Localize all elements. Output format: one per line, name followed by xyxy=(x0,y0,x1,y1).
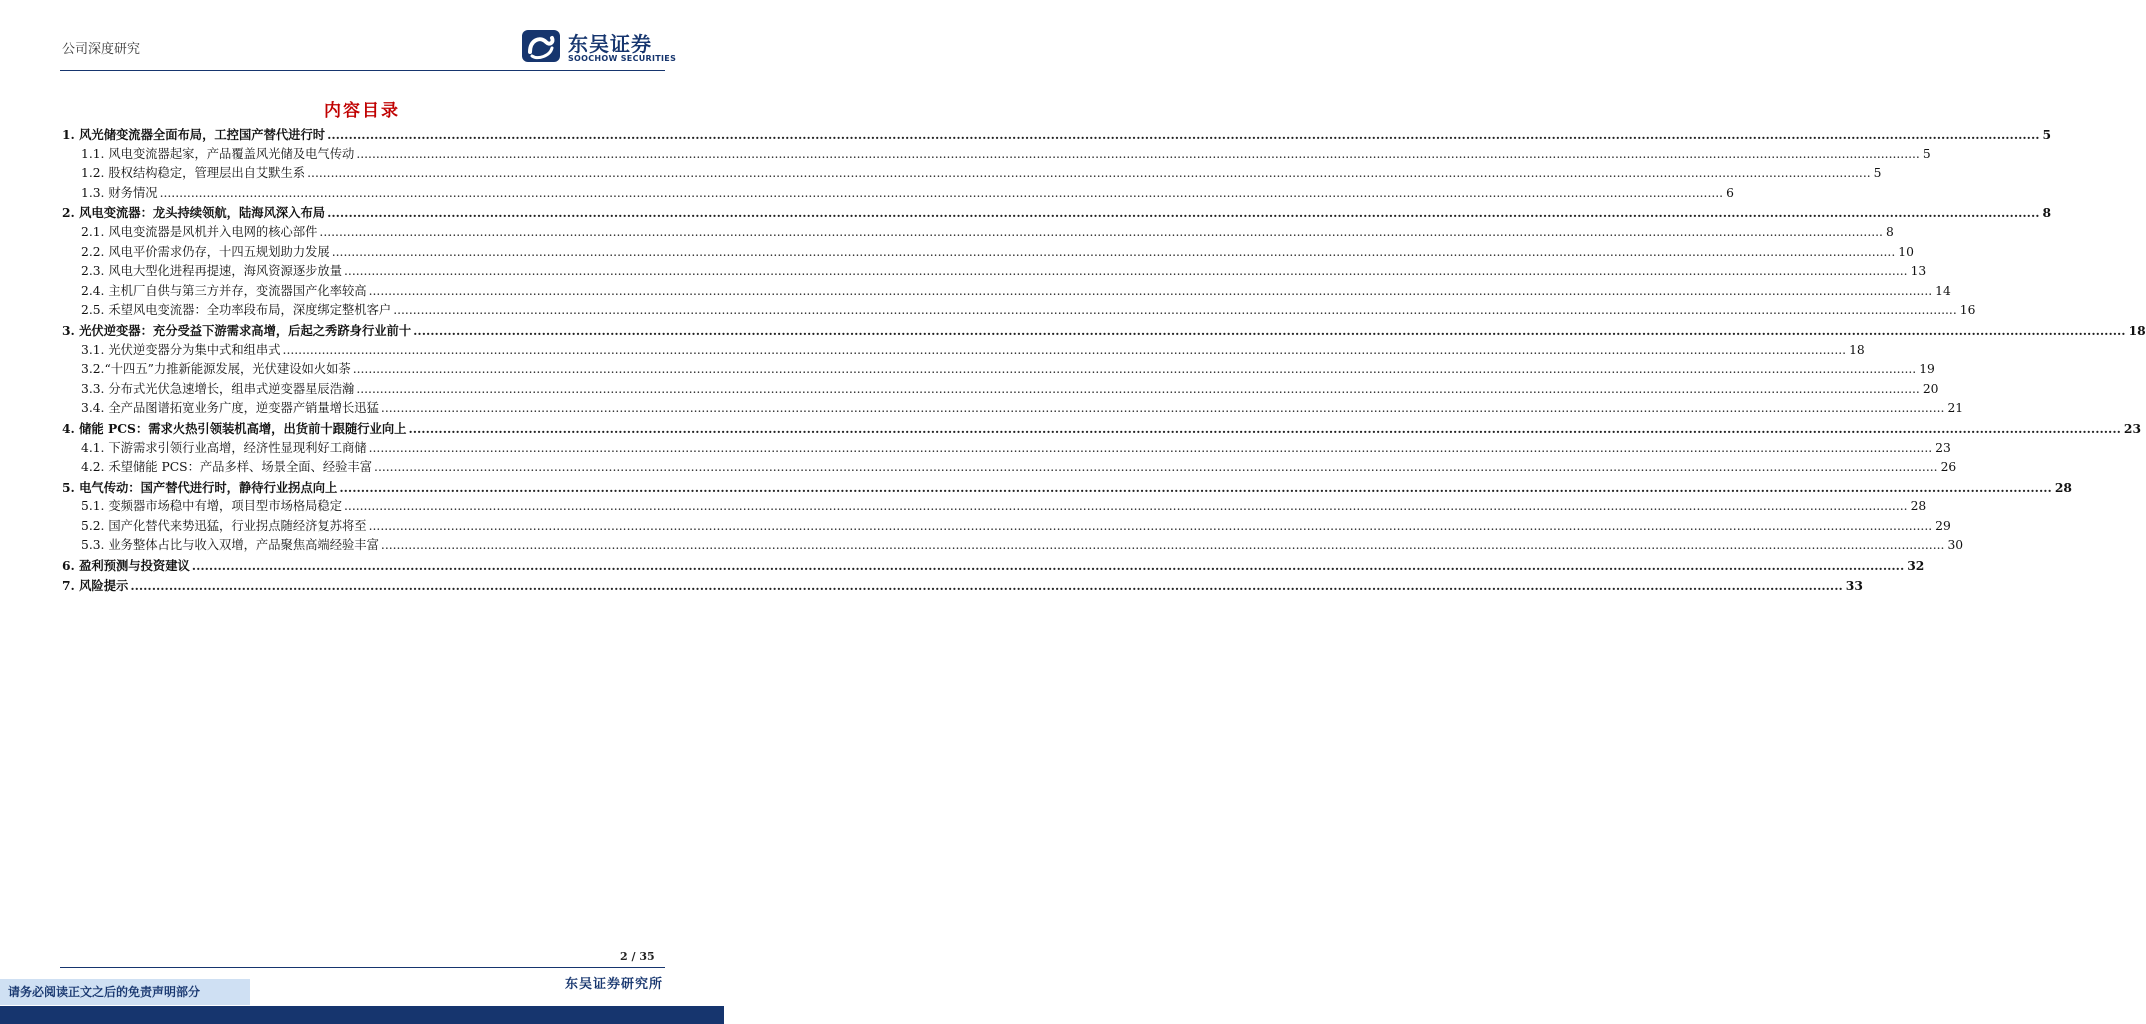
toc-entry[interactable] xyxy=(62,576,1863,596)
toc-entry-page: 5 xyxy=(1873,166,1882,181)
toc-entry-title: 3.4. 全产品图谱拓宽业务广度，逆变器产销量增长迅猛 xyxy=(81,401,379,416)
toc-entry-page: 8 xyxy=(2042,205,2052,221)
toc-entry-page: 10 xyxy=(1898,244,1914,259)
toc-entry-title: 3.3. 分布式光伏急速增长，组串式逆变器星辰浩瀚 xyxy=(81,381,355,396)
toc-entry-page: 14 xyxy=(1935,283,1951,298)
toc-entry-page: 33 xyxy=(1845,577,1863,593)
toc-leader-dots: ................................................................................................................................................................................................................................................................................................................................................................................................................ xyxy=(282,342,1847,357)
toc-entry-page: 5 xyxy=(2042,127,2052,142)
toc-entry-page: 20 xyxy=(1922,381,1939,396)
toc-leader-dots: ................................................................................................................................................................................................................................................................................................................................................................................................................ xyxy=(368,440,1933,455)
toc-entry-title: 3.2.“十四五”力推新能源发展，光伏建设如火如荼 xyxy=(81,362,351,377)
toc-entry-page: 5 xyxy=(1922,146,1931,161)
toc-leader-dots: ................................................................................................................................................................................................................................................................................................................................................................................................................ xyxy=(344,264,1908,279)
toc-entry[interactable] xyxy=(62,419,2142,439)
toc-entry-title: 4.2. 禾望储能 PCS：产品多样、场景全面、经验丰富 xyxy=(81,460,373,475)
toc-entry[interactable] xyxy=(62,380,1939,400)
toc-entry-page: 13 xyxy=(1910,264,1927,279)
toc-leader-dots: ................................................................................................................................................................................................................................................................................................................................................................................................................ xyxy=(356,146,1920,161)
toc-entry-title: 6. 盈利预测与投资建议 xyxy=(62,558,190,574)
toc-entry-title: 1.1. 风电变流器起家，产品覆盖风光储及电气传动 xyxy=(81,146,355,161)
toc-entry-title: 1. 风光储变流器全面布局，工控国产替代进行时 xyxy=(62,127,326,142)
toc-entry[interactable] xyxy=(62,478,2072,498)
toc-entry-title: 5. 电气传动：国产替代进行时，静待行业拐点向上 xyxy=(62,479,338,495)
report-type-label: 公司深度研究 xyxy=(62,42,141,57)
footer-divider xyxy=(60,967,665,968)
toc-entry-title: 2.2. 风电平价需求仍存，十四五规划助力发展 xyxy=(81,244,330,259)
toc-entry-page: 16 xyxy=(1959,303,1976,318)
toc-entry[interactable] xyxy=(62,184,1734,204)
toc-entry-page: 19 xyxy=(1919,362,1935,377)
toc-entry[interactable] xyxy=(62,125,2052,145)
toc-leader-dots: ................................................................................................................................................................................................................................................................................................................................................................................................................ xyxy=(380,538,1945,553)
toc-entry-page: 32 xyxy=(1907,558,1925,574)
toc-entry-title: 7. 风险提示 xyxy=(62,577,129,593)
toc-entry-title: 4. 储能 PCS：需求火热引领装机高增，出货前十跟随行业向上 xyxy=(62,420,407,436)
toc-entry-title: 1.3. 财务情况 xyxy=(81,185,158,200)
brand-logo-icon xyxy=(520,26,562,66)
toc-leader-dots: ................................................................................................................................................................................................................................................................................................................................................................................................................ xyxy=(408,420,2121,436)
toc-entry-page: 8 xyxy=(1885,224,1894,239)
toc-entry-page: 6 xyxy=(1726,185,1734,200)
toc-entry[interactable] xyxy=(62,164,1882,184)
toc-leader-dots: ................................................................................................................................................................................................................................................................................................................................................................................................................ xyxy=(331,244,1896,259)
table-of-contents xyxy=(62,125,2146,595)
toc-entry[interactable] xyxy=(62,399,1964,419)
toc-leader-dots: ................................................................................................................................................................................................................................................................................................................................................................................................................ xyxy=(380,401,1945,416)
toc-leader-dots: ................................................................................................................................................................................................................................................................................................................................................................................................................ xyxy=(319,224,1883,239)
disclaimer-text: 请务必阅读正文之后的免责声明部分 xyxy=(8,985,201,999)
toc-entry-title: 5.2. 国产化替代来势迅猛，行业拐点随经济复苏将至 xyxy=(81,518,367,533)
toc-entry-title: 1.2. 股权结构稳定，管理层出自艾默生系 xyxy=(81,166,306,181)
toc-leader-dots: ................................................................................................................................................................................................................................................................................................................................................................................................................ xyxy=(393,303,1957,318)
brand-name-en: SOOCHOW SECURITIES xyxy=(568,54,677,63)
toc-entry-page: 23 xyxy=(1935,440,1951,455)
toc-entry-page: 18 xyxy=(2128,322,2146,338)
toc-entry-page: 30 xyxy=(1947,538,1964,553)
brand-logo xyxy=(520,26,680,70)
toc-leader-dots: ................................................................................................................................................................................................................................................................................................................................................................................................................ xyxy=(327,127,2040,142)
toc-entry[interactable] xyxy=(62,262,1927,282)
toc-leader-dots: ................................................................................................................................................................................................................................................................................................................................................................................................................ xyxy=(339,479,2052,495)
toc-entry[interactable] xyxy=(62,301,1976,321)
toc-entry[interactable] xyxy=(62,243,1914,263)
institute-name: 东吴证券研究所 xyxy=(565,977,664,992)
toc-entry-title: 5.3. 业务整体占比与收入双增，产品聚焦高端经验丰富 xyxy=(81,538,379,553)
toc-entry-title: 3. 光伏逆变器：充分受益下游需求高增，后起之秀跻身行业前十 xyxy=(62,322,412,338)
toc-leader-dots: ................................................................................................................................................................................................................................................................................................................................................................................................................ xyxy=(368,283,1933,298)
toc-entry[interactable] xyxy=(62,203,2052,223)
toc-entry-title: 2.3. 风电大型化进程再提速，海风资源逐步放量 xyxy=(81,264,343,279)
toc-entry[interactable] xyxy=(62,497,1927,517)
toc-entry-title: 4.1. 下游需求引领行业高增，经济性显现利好工商储 xyxy=(81,440,367,455)
toc-leader-dots: ................................................................................................................................................................................................................................................................................................................................................................................................................ xyxy=(191,558,1905,574)
toc-entry[interactable] xyxy=(62,223,1894,243)
toc-entry[interactable] xyxy=(62,360,1935,380)
toc-entry[interactable] xyxy=(62,517,1951,537)
toc-leader-dots: ................................................................................................................................................................................................................................................................................................................................................................................................................ xyxy=(413,322,2126,338)
toc-leader-dots: ................................................................................................................................................................................................................................................................................................................................................................................................................ xyxy=(352,362,1917,377)
toc-entry-page: 18 xyxy=(1849,342,1865,357)
toc-entry-title: 2.5. 禾望风电变流器：全功率段布局，深度绑定整机客户 xyxy=(81,303,392,318)
toc-entry-page: 23 xyxy=(2123,420,2142,436)
toc-leader-dots: ................................................................................................................................................................................................................................................................................................................................................................................................................ xyxy=(344,499,1908,514)
toc-leader-dots: ................................................................................................................................................................................................................................................................................................................................................................................................................ xyxy=(327,205,2040,221)
toc-leader-dots: ................................................................................................................................................................................................................................................................................................................................................................................................................ xyxy=(368,518,1933,533)
toc-entry-page: 29 xyxy=(1935,518,1951,533)
toc-entry[interactable] xyxy=(62,145,1931,165)
toc-entry[interactable] xyxy=(62,321,2146,341)
toc-entry-page: 21 xyxy=(1947,401,1964,416)
toc-entry-title: 2.4. 主机厂自供与第三方并存，变流器国产化率较高 xyxy=(81,283,367,298)
brand-name-cn: 东吴证券 xyxy=(568,32,652,56)
page-indicator: 2 / 35 xyxy=(620,950,655,963)
toc-entry-page: 28 xyxy=(1910,499,1927,514)
header-divider xyxy=(60,70,665,71)
disclaimer-band xyxy=(0,979,250,1005)
toc-leader-dots: ................................................................................................................................................................................................................................................................................................................................................................................................................ xyxy=(307,166,1871,181)
toc-entry-title: 3.1. 光伏逆变器分为集中式和组串式 xyxy=(81,342,281,357)
toc-entry-page: 26 xyxy=(1940,460,1957,475)
toc-entry-title: 2. 风电变流器：龙头持续领航，陆海风深入布局 xyxy=(62,205,326,221)
toc-leader-dots: ................................................................................................................................................................................................................................................................................................................................................................................................................ xyxy=(159,185,1724,200)
toc-title: 内容目录 xyxy=(324,101,400,121)
toc-entry[interactable] xyxy=(62,439,1951,459)
toc-entry-page: 28 xyxy=(2054,479,2072,495)
toc-entry[interactable] xyxy=(62,536,1964,556)
footer-bar xyxy=(0,1006,724,1024)
toc-entry-title: 2.1. 风电变流器是风机并入电网的核心部件 xyxy=(81,224,318,239)
toc-entry[interactable] xyxy=(62,282,1951,302)
toc-leader-dots: ................................................................................................................................................................................................................................................................................................................................................................................................................ xyxy=(130,577,1843,593)
toc-entry-title: 5.1. 变频器市场稳中有增，项目型市场格局稳定 xyxy=(81,499,343,514)
toc-leader-dots: ................................................................................................................................................................................................................................................................................................................................................................................................................ xyxy=(356,381,1920,396)
toc-entry[interactable] xyxy=(62,458,1957,478)
toc-leader-dots: ................................................................................................................................................................................................................................................................................................................................................................................................................ xyxy=(374,460,1938,475)
toc-entry[interactable] xyxy=(62,556,1925,576)
toc-entry[interactable] xyxy=(62,341,1865,361)
